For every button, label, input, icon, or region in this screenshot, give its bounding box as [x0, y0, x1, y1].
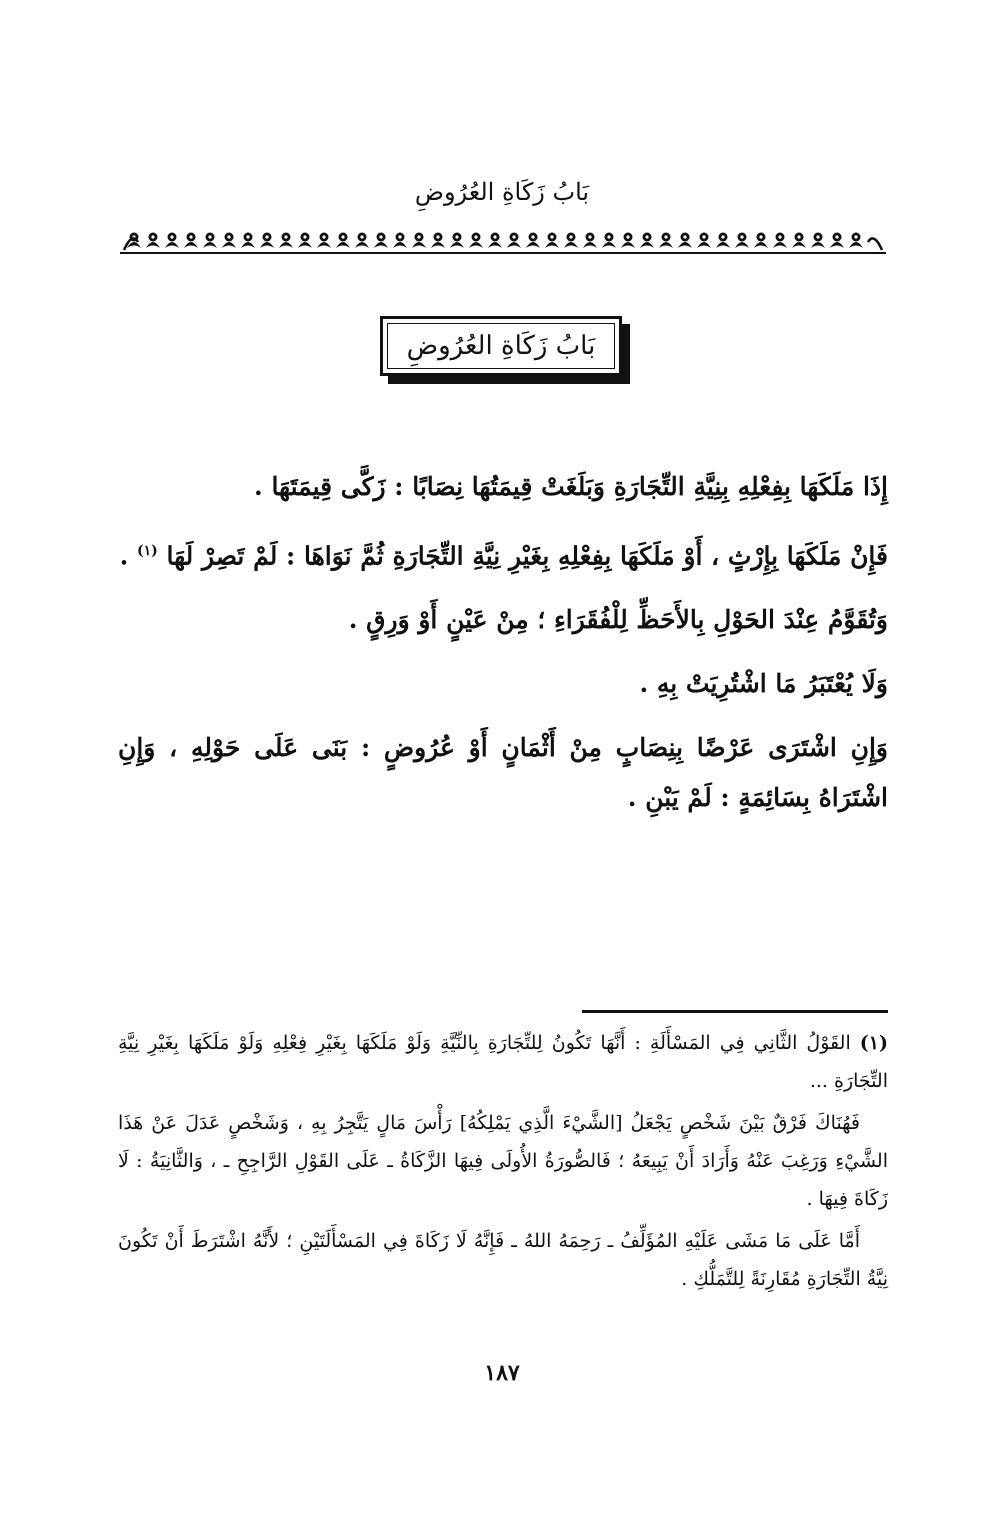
- ornament-motif: [279, 233, 293, 249]
- footnote-1: [118, 1024, 888, 1100]
- ornament-motif: [355, 233, 369, 249]
- ornament-motif: [393, 233, 407, 249]
- ornament-pattern: [120, 228, 886, 256]
- paragraph-end: .: [119, 541, 137, 571]
- ornament-motif: [678, 233, 692, 249]
- ornament-motif: [735, 233, 749, 249]
- running-header: بَابُ زَكَاةِ العُرُوضِ: [414, 178, 590, 206]
- ornament-motif: [602, 233, 616, 249]
- paragraph: وَلَا يُعْتَبَرُ مَا اشْتُرِيَتْ بِهِ .: [639, 669, 888, 699]
- page-number: ١٨٧: [484, 1360, 520, 1386]
- footnotes: [118, 1024, 888, 1302]
- footnote-paragraph: أَمَّا عَلَى مَا مَشَى عَلَيْهِ المُؤَلِّفُ ـ رَحِمَهُ اللهُ ـ فَإِنَّهُ لَا زَكَاةَ فِي المَسْأَلَتَيْنِ ؛ لأَنَّهُ اشْتَرَطَ أَنْ تَكُونَ نِيَّةُ التِّجَارَةِ مُقَارِنَةً لِلتَّمَلُّكِ .: [118, 1230, 888, 1290]
- ornament-motif: [165, 233, 179, 249]
- ornament-motif: [507, 233, 521, 249]
- ornament-motif: [317, 233, 331, 249]
- paragraph: وَتُقَوَّمُ عِنْدَ الحَوْلِ بِالأَحَظِّ لِلْفُقَرَاءِ ؛ مِنْ عَيْنٍ أَوْ وَرِقٍ .: [348, 605, 888, 635]
- paragraph-text: فَإِنْ مَلَكَهَا بِإِرْثٍ ، أَوْ مَلَكَهَا بِفِعْلِهِ بِغَيْرِ نِيَّةِ التِّجَارَةِ ثُمَّ نَوَاهَا : لَمْ تَصِرْ لَهَا: [166, 541, 888, 571]
- ornament-motif: [146, 233, 160, 249]
- ornament-motif: [792, 233, 806, 249]
- ornament-flourish: [868, 238, 882, 250]
- ornament-motif: [298, 233, 312, 249]
- paragraph: إِذَا مَلَكَهَا بِفِعْلِهِ بِنِيَّةِ التِّجَارَةِ وَبَلَغَتْ قِيمَتُهَا نِصَابًا : زَكَّى قِيمَتَهَا .: [254, 472, 888, 501]
- ornament-motif: [431, 233, 445, 249]
- ornament-motif: [697, 233, 711, 249]
- ornament-motif: [811, 233, 825, 249]
- ornamental-border: [120, 228, 886, 256]
- ornament-motif: [184, 233, 198, 249]
- footnote-marker[interactable]: (١): [136, 543, 158, 559]
- ornament-motif: [469, 233, 483, 249]
- ornament-motif: [659, 233, 673, 249]
- ornament-motif: [640, 233, 654, 249]
- ornament-motif: [374, 233, 388, 249]
- footnote-text: القَوْلُ الثَّانِي فِي المَسْأَلَةِ : أَنَّهَا تَكُونُ لِلتِّجَارَةِ بِالنِّيَّةِ وَلَوْ مَلَكَهَا بِغَيْرِ فِعْلِهِ وَلَوْ مَلَكَهَا بِغَيْرِ نِيَّةِ التِّجَارَةِ ...: [118, 1032, 888, 1092]
- ornament-motif: [526, 233, 540, 249]
- ornament-motif: [564, 233, 578, 249]
- ornament-motif: [203, 233, 217, 249]
- ornament-motif: [260, 233, 274, 249]
- footnote-separator: [582, 1010, 888, 1013]
- paragraph: وَإِنِ اشْتَرَى عَرْضًا بِنِصَابٍ مِنْ أَثْمَانٍ أَوْ عُرُوضٍ : بَنَى عَلَى حَوْلِهِ ، وَإِنِ اشْتَرَاهُ بِسَائِمَةٍ : لَمْ يَبْنِ .: [118, 733, 888, 813]
- ornament-motif: [849, 233, 863, 249]
- ornament-motif: [222, 233, 236, 249]
- ornament-motif: [336, 233, 350, 249]
- title-box-frame: [380, 316, 622, 376]
- ornament-motif: [412, 233, 426, 249]
- ornament-motif: [583, 233, 597, 249]
- ornament-motif: [830, 233, 844, 249]
- ornament-motif: [716, 233, 730, 249]
- main-text: [118, 462, 888, 833]
- ornament-motif: [545, 233, 559, 249]
- chapter-title: بَابُ زَكَاةِ العُرُوضِ: [406, 331, 596, 361]
- ornament-motif: [450, 233, 464, 249]
- paragraph: [118, 526, 888, 581]
- footnote-paragraph: فَهُنَاكَ فَرْقٌ بَيْنَ شَخْصٍ يَجْعَلُ [الشَّيْءَ الَّذِي يَمْلِكُهُ] رَأْسَ مَالٍ يَتَّجِرُ بِهِ ، وَشَخْصٍ عَدَلَ عَنْ هَذَا الشَّيْءِ وَرَغِبَ عَنْهُ وَأَرَادَ أَنْ يَبِيعَهُ ؛ فَالصُّورَةُ الأُولَى فِيهَا الزَّكَاةُ ـ عَلَى القَوْلِ الرَّاجِحِ ـ ، وَالثَّانِيَةُ : لَا زَكَاةَ فِيهَا .: [118, 1112, 888, 1210]
- ornament-motif: [488, 233, 502, 249]
- chapter-title-box: [380, 316, 630, 384]
- footnote-number: (١): [859, 1032, 888, 1054]
- ornament-motif: [773, 233, 787, 249]
- ornament-motif: [754, 233, 768, 249]
- ornament-motif: [621, 233, 635, 249]
- ornament-motif: [241, 233, 255, 249]
